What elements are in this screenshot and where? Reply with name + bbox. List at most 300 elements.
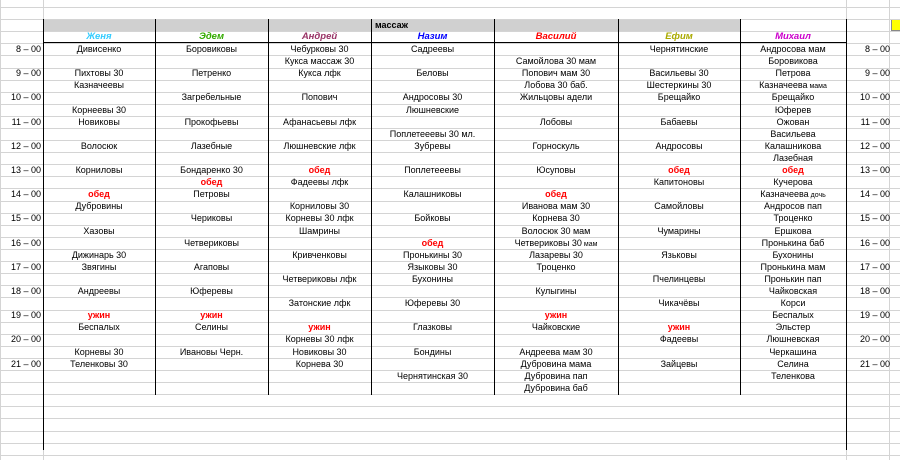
appointment-cell[interactable] bbox=[155, 91, 268, 103]
appointment-cell[interactable] bbox=[494, 370, 618, 382]
appointment-cell[interactable] bbox=[618, 67, 740, 79]
appointment-cell[interactable] bbox=[371, 249, 494, 261]
master-header[interactable]: Михаил bbox=[740, 31, 846, 43]
break-cell[interactable] bbox=[494, 309, 618, 321]
appointment-cell[interactable] bbox=[494, 67, 618, 79]
grid-row-line bbox=[0, 19, 900, 20]
appointment-cell[interactable] bbox=[43, 116, 155, 128]
appointment-cell[interactable] bbox=[268, 212, 371, 224]
time-label-left[interactable]: 8 – 00 bbox=[15, 44, 41, 54]
appointment-text: Юсуповы bbox=[536, 165, 576, 175]
appointment-cell[interactable] bbox=[268, 249, 371, 261]
appointment-cell[interactable] bbox=[740, 140, 846, 152]
appointment-cell[interactable] bbox=[740, 43, 846, 55]
appointment-text: Поплетееевы 30 мл. bbox=[389, 129, 476, 139]
appointment-cell[interactable] bbox=[740, 225, 846, 237]
appointment-cell[interactable] bbox=[268, 43, 371, 55]
appointment-text: Эльстер bbox=[775, 322, 811, 332]
appointment-text: Пихтовы 30 bbox=[74, 68, 124, 78]
master-header[interactable]: Назим bbox=[371, 31, 494, 43]
time-label-left[interactable]: 20 – 00 bbox=[10, 334, 41, 344]
appointment-text: Андреевы bbox=[77, 286, 121, 296]
appointment-cell[interactable] bbox=[740, 67, 846, 79]
appointment-text: Фадеевы bbox=[659, 334, 699, 344]
appointment-text: Казначеевы bbox=[73, 80, 124, 90]
appointment-text: Корнеевы 30 bbox=[72, 105, 126, 115]
time-label-right[interactable]: 20 – 00 bbox=[859, 334, 890, 344]
appointment-cell[interactable] bbox=[371, 370, 494, 382]
break-cell[interactable] bbox=[155, 309, 268, 321]
appointment-cell[interactable] bbox=[43, 285, 155, 297]
appointment-text: Петровы bbox=[193, 189, 230, 199]
time-label-left[interactable]: 10 – 00 bbox=[10, 92, 41, 102]
appointment-cell[interactable] bbox=[618, 43, 740, 55]
time-label-right[interactable]: 12 – 00 bbox=[859, 141, 890, 151]
appointment-cell[interactable] bbox=[155, 321, 268, 333]
appointment-cell[interactable] bbox=[494, 321, 618, 333]
appointment-text: Казначеева bbox=[760, 189, 809, 199]
appointment-text: Кривченковы bbox=[292, 250, 347, 260]
appointment-cell[interactable] bbox=[618, 333, 740, 345]
master-header[interactable]: Василий bbox=[494, 31, 618, 43]
appointment-text: Дубровина пап bbox=[524, 371, 588, 381]
appointment-text: обед bbox=[88, 189, 110, 199]
appointment-cell[interactable] bbox=[740, 188, 846, 200]
highlighted-cell[interactable] bbox=[891, 19, 900, 31]
appointment-text: Кучерова bbox=[773, 177, 813, 187]
appointment-text: Корнева 30 bbox=[532, 213, 580, 223]
time-label-left[interactable]: 21 – 00 bbox=[10, 359, 41, 369]
grid-row-line bbox=[0, 431, 900, 432]
appointment-cell[interactable] bbox=[371, 261, 494, 273]
appointment-text: Бондины bbox=[413, 347, 452, 357]
appointment-text: обед bbox=[668, 165, 690, 175]
appointment-text: Самойловы bbox=[654, 201, 704, 211]
appointment-cell[interactable] bbox=[618, 79, 740, 91]
appointment-text: Андросовы bbox=[655, 141, 703, 151]
appointment-cell[interactable] bbox=[268, 200, 371, 212]
master-header[interactable]: Эдем bbox=[155, 31, 268, 43]
appointment-text: Самойлова 30 мам bbox=[515, 56, 597, 66]
sheet-title[interactable]: массаж bbox=[43, 19, 740, 32]
appointment-text: Пчелинцевы bbox=[652, 274, 706, 284]
time-label-left[interactable]: 17 – 00 bbox=[10, 262, 41, 272]
appointment-cell[interactable] bbox=[155, 164, 268, 176]
appointment-cell[interactable] bbox=[43, 249, 155, 261]
appointment-cell[interactable] bbox=[268, 91, 371, 103]
appointment-text: Язьковы bbox=[661, 250, 697, 260]
appointment-text: Лазебные bbox=[190, 141, 233, 151]
appointment-cell[interactable] bbox=[740, 285, 846, 297]
appointment-text: Кулыгины bbox=[535, 286, 577, 296]
appointment-cell[interactable] bbox=[494, 225, 618, 237]
break-cell[interactable] bbox=[494, 188, 618, 200]
appointment-cell[interactable] bbox=[371, 140, 494, 152]
time-label-left[interactable]: 12 – 00 bbox=[10, 141, 41, 151]
appointment-cell[interactable] bbox=[371, 164, 494, 176]
appointment-cell[interactable] bbox=[268, 358, 371, 370]
appointment-text: Корниловы 30 bbox=[289, 201, 350, 211]
appointment-text: Селины bbox=[195, 322, 228, 332]
appointment-cell[interactable] bbox=[268, 333, 371, 345]
appointment-text: ужин bbox=[308, 322, 331, 332]
appointment-cell[interactable] bbox=[371, 128, 494, 140]
appointment-text: Петренко bbox=[191, 68, 232, 78]
appointment-cell[interactable] bbox=[268, 225, 371, 237]
appointment-cell[interactable] bbox=[494, 140, 618, 152]
appointment-text: Зайцевы bbox=[660, 359, 698, 369]
appointment-text: Лазаревы 30 bbox=[529, 250, 583, 260]
time-label-left[interactable]: 16 – 00 bbox=[10, 238, 41, 248]
appointment-text: Люшневские лфк bbox=[283, 141, 356, 151]
time-label-right[interactable]: 14 – 00 bbox=[859, 189, 890, 199]
appointment-text: Васильева bbox=[770, 129, 816, 139]
appointment-text: Бабаевы bbox=[660, 117, 698, 127]
appointment-cell[interactable] bbox=[155, 212, 268, 224]
break-cell[interactable] bbox=[371, 237, 494, 249]
appointment-text: Васильевы 30 bbox=[649, 68, 709, 78]
appointment-cell[interactable] bbox=[618, 358, 740, 370]
grid-row-line bbox=[0, 455, 900, 456]
appointment-text: Казначеева bbox=[759, 80, 808, 90]
appointment-text: Кукса массаж 30 bbox=[284, 56, 355, 66]
appointment-cell[interactable] bbox=[371, 188, 494, 200]
grid-row-line bbox=[0, 418, 900, 419]
appointment-cell[interactable] bbox=[740, 128, 846, 140]
appointment-text: Пронькина мам bbox=[760, 262, 826, 272]
appointment-cell[interactable] bbox=[268, 273, 371, 285]
appointment-text: Черкашина bbox=[769, 347, 817, 357]
appointment-text: Новиковы bbox=[78, 117, 120, 127]
appointment-text: Дивисенко bbox=[76, 44, 122, 54]
appointment-cell[interactable] bbox=[740, 79, 846, 91]
appointment-cell[interactable] bbox=[494, 346, 618, 358]
appointment-cell[interactable] bbox=[494, 91, 618, 103]
appointment-cell[interactable] bbox=[494, 55, 618, 67]
appointment-cell[interactable] bbox=[371, 91, 494, 103]
appointment-cell[interactable] bbox=[268, 346, 371, 358]
appointment-text: Новиковы 30 bbox=[292, 347, 347, 357]
appointment-cell[interactable] bbox=[618, 273, 740, 285]
appointment-text: Лобова 30 баб. bbox=[524, 80, 588, 90]
appointment-cell[interactable] bbox=[494, 116, 618, 128]
appointment-text: Троценко bbox=[536, 262, 576, 272]
appointment-cell[interactable] bbox=[618, 225, 740, 237]
appointment-text: Волосюк 30 мам bbox=[521, 226, 591, 236]
appointment-cell[interactable] bbox=[268, 140, 371, 152]
appointment-cell[interactable] bbox=[268, 116, 371, 128]
appointment-text: Попович мам 30 bbox=[521, 68, 591, 78]
appointment-cell[interactable] bbox=[155, 43, 268, 55]
time-label-right[interactable]: 10 – 00 bbox=[859, 92, 890, 102]
break-cell[interactable] bbox=[268, 321, 371, 333]
appointment-text: Лазебная bbox=[773, 153, 813, 163]
appointment-text: Андросова мам bbox=[760, 44, 826, 54]
appointment-cell[interactable] bbox=[740, 249, 846, 261]
appointment-text: Теленковы 30 bbox=[70, 359, 128, 369]
appointment-text: Иванова мам 30 bbox=[521, 201, 591, 211]
appointment-cell[interactable] bbox=[740, 273, 846, 285]
appointment-cell[interactable] bbox=[494, 79, 618, 91]
appointment-text: Брещайко bbox=[771, 92, 815, 102]
appointment-text: Четвериковы лфк bbox=[282, 274, 357, 284]
appointment-cell[interactable] bbox=[371, 43, 494, 55]
appointment-text: Горноскуль bbox=[532, 141, 580, 151]
break-cell[interactable] bbox=[618, 321, 740, 333]
appointment-cell[interactable] bbox=[494, 249, 618, 261]
appointment-text: Волосюк bbox=[80, 141, 118, 151]
appointment-text: Теленкова bbox=[771, 371, 815, 381]
time-label-left[interactable]: 18 – 00 bbox=[10, 286, 41, 296]
appointment-text: Пронькина баб bbox=[761, 238, 825, 248]
appointment-cell[interactable] bbox=[618, 297, 740, 309]
appointment-text: Беспалых bbox=[772, 310, 814, 320]
appointment-text: ужин bbox=[544, 310, 568, 320]
appointment-note: мам bbox=[581, 241, 598, 248]
appointment-text: Шамрины bbox=[299, 226, 340, 236]
appointment-text: Хазовы bbox=[83, 226, 115, 236]
appointment-text: Четвериковы 30 bbox=[514, 238, 582, 248]
appointment-cell[interactable] bbox=[43, 346, 155, 358]
appointment-cell[interactable] bbox=[43, 321, 155, 333]
time-label-right[interactable]: 16 – 00 bbox=[859, 238, 890, 248]
appointment-cell[interactable] bbox=[43, 200, 155, 212]
appointment-text: обед bbox=[545, 189, 567, 199]
appointment-text: Боровиковы bbox=[185, 44, 238, 54]
appointment-text: Калашникова bbox=[764, 141, 822, 151]
break-cell[interactable] bbox=[618, 164, 740, 176]
appointment-note: мама bbox=[807, 83, 827, 90]
appointment-text: Афанасьевы лфк bbox=[282, 117, 357, 127]
appointment-cell[interactable] bbox=[268, 297, 371, 309]
appointment-cell[interactable] bbox=[740, 346, 846, 358]
appointment-cell[interactable] bbox=[740, 91, 846, 103]
time-label-left[interactable]: 11 – 00 bbox=[11, 117, 41, 127]
appointment-cell[interactable] bbox=[371, 346, 494, 358]
appointment-cell[interactable] bbox=[155, 140, 268, 152]
appointment-text: Троценко bbox=[773, 213, 813, 223]
appointment-cell[interactable] bbox=[155, 237, 268, 249]
appointment-text: Селина bbox=[777, 359, 809, 369]
appointment-cell[interactable] bbox=[494, 358, 618, 370]
appointment-text: Ивановы Черн. bbox=[179, 347, 244, 357]
appointment-text: Поплетееевы bbox=[404, 165, 461, 175]
appointment-cell[interactable] bbox=[494, 285, 618, 297]
break-cell[interactable] bbox=[43, 188, 155, 200]
appointment-text: Брещайко bbox=[657, 92, 701, 102]
appointment-cell[interactable] bbox=[43, 261, 155, 273]
time-label-left[interactable]: 14 – 00 bbox=[10, 189, 41, 199]
appointment-text: Ершкова bbox=[774, 226, 812, 236]
time-label-left[interactable]: 19 – 00 bbox=[10, 310, 41, 320]
appointment-cell[interactable] bbox=[371, 67, 494, 79]
grid-row-line bbox=[0, 382, 900, 383]
appointment-text: Корниловы bbox=[75, 165, 123, 175]
time-label-left[interactable]: 9 – 00 bbox=[15, 68, 41, 78]
appointment-cell[interactable] bbox=[494, 382, 618, 394]
grid-row-line bbox=[0, 7, 900, 8]
appointment-text: Калашниковы bbox=[403, 189, 462, 199]
appointment-cell[interactable] bbox=[740, 321, 846, 333]
time-label-right[interactable]: 19 – 00 bbox=[859, 310, 890, 320]
grid-row-line bbox=[0, 443, 900, 444]
appointment-cell[interactable] bbox=[155, 188, 268, 200]
appointment-cell[interactable] bbox=[43, 358, 155, 370]
appointment-text: Чернятинская 30 bbox=[397, 371, 468, 381]
appointment-cell[interactable] bbox=[43, 43, 155, 55]
appointment-cell[interactable] bbox=[740, 152, 846, 164]
appointment-text: Юферев bbox=[774, 105, 812, 115]
time-label-left[interactable]: 15 – 00 bbox=[10, 213, 41, 223]
appointment-cell[interactable] bbox=[740, 55, 846, 67]
appointment-text: Чумарины bbox=[657, 226, 701, 236]
appointment-text: Агаповы bbox=[193, 262, 230, 272]
column-border bbox=[846, 19, 847, 450]
appointment-cell[interactable] bbox=[494, 261, 618, 273]
appointment-text: Садреевы bbox=[410, 44, 455, 54]
appointment-text: Боровикова bbox=[768, 56, 818, 66]
appointment-text: Пронькины 30 bbox=[402, 250, 463, 260]
time-label-right[interactable]: 8 – 00 bbox=[864, 44, 890, 54]
appointment-cell[interactable] bbox=[740, 104, 846, 116]
appointment-cell[interactable] bbox=[268, 67, 371, 79]
appointment-text: Бухонины bbox=[411, 274, 454, 284]
appointment-cell[interactable] bbox=[43, 104, 155, 116]
appointment-text: Андросов пап bbox=[764, 201, 822, 211]
appointment-cell[interactable] bbox=[371, 212, 494, 224]
appointment-text: Глазковы bbox=[413, 322, 452, 332]
appointment-text: Корневы 30 bbox=[74, 347, 124, 357]
grid-row-line bbox=[0, 406, 900, 407]
appointment-text: Чебурковы 30 bbox=[290, 44, 349, 54]
grid-row-line bbox=[0, 394, 900, 395]
appointment-cell[interactable] bbox=[371, 273, 494, 285]
time-label-right[interactable]: 17 – 00 bbox=[859, 262, 890, 272]
appointment-text: Ожован bbox=[776, 117, 810, 127]
appointment-cell[interactable] bbox=[740, 309, 846, 321]
appointment-text: Чикачёвы bbox=[658, 298, 700, 308]
appointment-text: обед bbox=[421, 238, 444, 248]
master-header[interactable]: Андрей bbox=[268, 31, 371, 43]
appointment-cell[interactable] bbox=[740, 176, 846, 188]
time-label-right[interactable]: 21 – 00 bbox=[859, 359, 890, 369]
appointment-cell[interactable] bbox=[268, 176, 371, 188]
time-label-right[interactable]: 15 – 00 bbox=[859, 213, 890, 223]
appointment-text: Кукса лфк bbox=[298, 68, 341, 78]
time-label-right[interactable]: 18 – 00 bbox=[859, 286, 890, 296]
appointment-text: Звягины bbox=[81, 262, 117, 272]
appointment-text: Чериковы bbox=[190, 213, 233, 223]
appointment-cell[interactable] bbox=[268, 55, 371, 67]
master-header[interactable]: Женя bbox=[43, 31, 155, 43]
appointment-cell[interactable] bbox=[740, 370, 846, 382]
appointment-cell[interactable] bbox=[155, 116, 268, 128]
appointment-text: Петрова bbox=[775, 68, 811, 78]
appointment-text: Люшневская bbox=[766, 334, 820, 344]
appointment-cell[interactable] bbox=[43, 67, 155, 79]
appointment-cell[interactable] bbox=[618, 249, 740, 261]
appointment-text: Беловы bbox=[416, 68, 449, 78]
appointment-text: Капитоновы bbox=[653, 177, 705, 187]
appointment-text: Пронькин пап bbox=[764, 274, 822, 284]
appointment-text: обед bbox=[308, 165, 331, 175]
appointment-cell[interactable] bbox=[371, 104, 494, 116]
break-cell[interactable] bbox=[268, 164, 371, 176]
appointment-cell[interactable] bbox=[43, 140, 155, 152]
appointment-cell[interactable] bbox=[740, 237, 846, 249]
appointment-cell[interactable] bbox=[740, 297, 846, 309]
appointment-cell[interactable] bbox=[43, 164, 155, 176]
appointment-cell[interactable] bbox=[618, 91, 740, 103]
appointment-cell[interactable] bbox=[155, 261, 268, 273]
appointment-cell[interactable] bbox=[740, 261, 846, 273]
appointment-cell[interactable] bbox=[618, 140, 740, 152]
appointment-text: Попович bbox=[301, 92, 338, 102]
appointment-text: ужин bbox=[87, 310, 111, 320]
break-cell[interactable] bbox=[740, 164, 846, 176]
appointment-text: ужин bbox=[667, 322, 691, 332]
appointment-text: обед bbox=[200, 177, 223, 187]
appointment-cell[interactable] bbox=[740, 200, 846, 212]
appointment-text: Юферевы 30 bbox=[404, 298, 461, 308]
appointment-text: Корнева 30 bbox=[295, 359, 344, 369]
appointment-cell[interactable] bbox=[494, 237, 618, 249]
appointment-text: Языковы 30 bbox=[407, 262, 458, 272]
appointment-text: Бондаренко 30 bbox=[180, 165, 243, 175]
appointment-cell[interactable] bbox=[740, 116, 846, 128]
appointment-cell[interactable] bbox=[740, 358, 846, 370]
appointment-cell[interactable] bbox=[155, 67, 268, 79]
appointment-text: Зубревы bbox=[414, 141, 451, 151]
break-cell[interactable] bbox=[43, 309, 155, 321]
appointment-cell[interactable] bbox=[43, 79, 155, 91]
appointment-text: Корневы 30 лфк bbox=[285, 213, 354, 223]
time-label-right[interactable]: 9 – 00 bbox=[864, 68, 890, 78]
break-cell[interactable] bbox=[155, 176, 268, 188]
appointment-text: Андреева мам 30 bbox=[519, 347, 593, 357]
appointment-text: Дубровина баб bbox=[524, 383, 588, 393]
appointment-cell[interactable] bbox=[494, 212, 618, 224]
appointment-cell[interactable] bbox=[155, 285, 268, 297]
appointment-text: Четвериковы bbox=[184, 238, 239, 248]
appointment-cell[interactable] bbox=[371, 321, 494, 333]
appointment-cell[interactable] bbox=[618, 116, 740, 128]
appointment-cell[interactable] bbox=[155, 346, 268, 358]
appointment-text: Загребельные bbox=[181, 92, 242, 102]
appointment-cell[interactable] bbox=[618, 176, 740, 188]
appointment-cell[interactable] bbox=[740, 212, 846, 224]
master-header[interactable]: Ефим bbox=[618, 31, 740, 43]
appointment-text: Дубровины bbox=[75, 201, 123, 211]
appointment-cell[interactable] bbox=[494, 164, 618, 176]
appointment-cell[interactable] bbox=[494, 200, 618, 212]
time-label-right[interactable]: 13 – 00 bbox=[859, 165, 890, 175]
appointment-cell[interactable] bbox=[740, 333, 846, 345]
appointment-text: Затонские лфк bbox=[288, 298, 351, 308]
appointment-text: Шестеркины 30 bbox=[646, 80, 712, 90]
time-label-right[interactable]: 11 – 00 bbox=[860, 117, 890, 127]
appointment-text: обед bbox=[782, 165, 804, 175]
time-label-left[interactable]: 13 – 00 bbox=[10, 165, 41, 175]
appointment-cell[interactable] bbox=[371, 297, 494, 309]
appointment-cell[interactable] bbox=[43, 225, 155, 237]
appointment-text: Чайковские bbox=[531, 322, 581, 332]
appointment-text: Жильцовы адели bbox=[519, 92, 593, 102]
appointment-text: Бойковы bbox=[414, 213, 451, 223]
appointment-cell[interactable] bbox=[618, 200, 740, 212]
appointment-text: Андросовы 30 bbox=[402, 92, 463, 102]
appointment-text: Дижинарь 30 bbox=[71, 250, 127, 260]
